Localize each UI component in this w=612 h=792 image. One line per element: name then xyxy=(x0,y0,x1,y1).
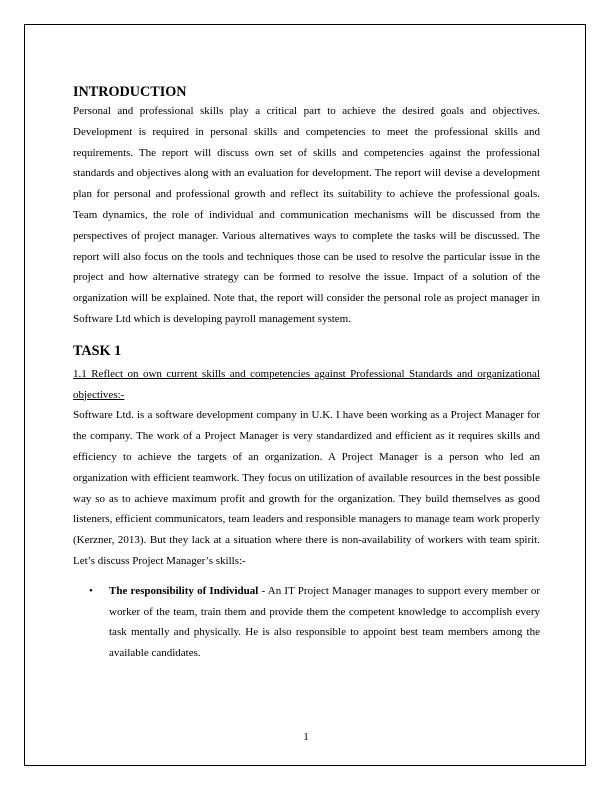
bullet-title: The responsibility of Individual xyxy=(109,584,259,597)
document-body xyxy=(73,83,540,664)
task1-heading: TASK 1 xyxy=(73,342,122,359)
task1-paragraph: Software Ltd. is a software development company in U.K. I have been working as a Project Manager for the company. The work of a Project Manager is very standardized and efficient as it requires skills and efficiency to achieve the targets of an organization. A Project Manager is a person who led an organization with efficient teamwork. They focus on utilization of available resources in the best possible way so as to achieve maximum profit and growth for the organization. They build themselves as good listeners, efficient communicators, team leaders and responsible managers to manage team work properly (Kerzner, 2013). But they lack at a situation where there is non-availability of workers with team spirit. Let’s discuss Project Manager’s skills:- xyxy=(73,409,540,567)
task1-subheading: 1.1 Reflect on own current skills and competencies against Professional Standards and organizational objectives:- xyxy=(73,367,540,401)
introduction-heading: INTRODUCTION xyxy=(73,84,187,100)
skills-bullet-list xyxy=(73,581,540,664)
bullet-icon: • xyxy=(89,584,93,597)
list-item xyxy=(73,581,540,664)
introduction-paragraph: Personal and professional skills play a critical part to achieve the desired goals and objectives. Development is required in personal skills and competencies to meet the professional skills and requirements. The report will discuss own set of skills and competencies against the professional standards and objectives along with an evaluation for development. The report will devise a development plan for personal and professional growth and reflect its suitability to achieve the professional goals. Team dynamics, the role of individual and communication mechanisms will be discussed from the perspectives of project manager. Various alternatives ways to complete the tasks will be discussed. The report will also focus on the tools and techniques those can be used to resolve the particular issue in the project and how alternative strategy can be formed to resolve the issue. Impact of a solution of the organization will be explained. Note that, the report will consider the personal role as project manager in Software Ltd which is developing payroll management system. xyxy=(73,105,540,325)
page-number: 1 xyxy=(303,731,309,743)
bullet-text: - An IT Project Manager manages to support every member or worker of the team, train them and provide them the competent knowledge to accomplish every task mentally and physically. He is also responsible to appoint best team members among the available candidates. xyxy=(109,584,541,660)
